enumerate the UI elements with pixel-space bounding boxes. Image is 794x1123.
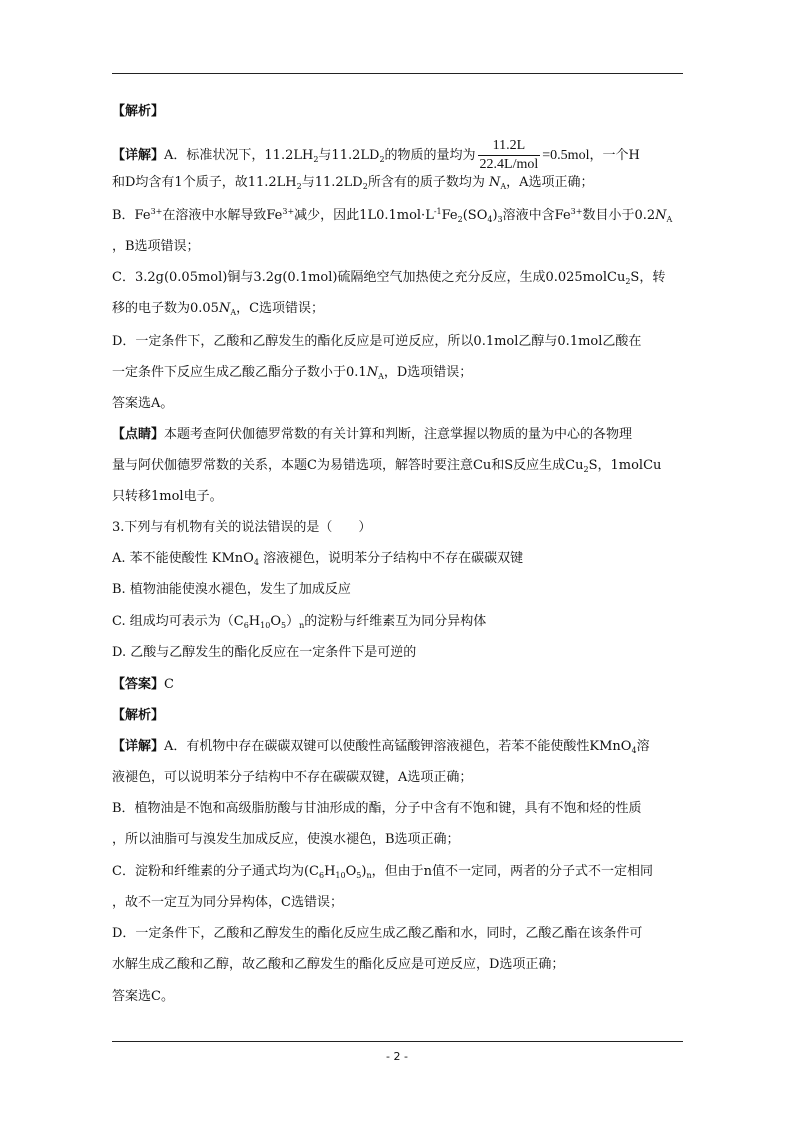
q3-detail-a1: 【详解】A．有机物中存在碳碳双键可以使酸性高锰酸钾溶液褪色，若苯不能使酸性KMnO$_4$溶	[112, 739, 650, 755]
q3-detail-a2: 液褪色，可以说明苯分子结构中不存在碳碳双键，A选项正确；	[112, 770, 473, 785]
option-d: D. 乙酸与乙醇发生的酯化反应在一定条件下是可逆的	[112, 645, 417, 660]
detail-line-a1: 【详解】A．标准状况下，$11.2LH_2$与$11.2LD_2$的物质的量均为 $\frac{11.2L}{\text{22.4L/mol}}$ =0.5mol，一个H	[112, 138, 640, 172]
q3-detail-c2: ，故不一定互为同分异构体，C选错误；	[112, 895, 343, 910]
point-line-1: 【点睛】本题考查阿伏伽德罗常数的有关计算和判断，注意掌握以物质的量为中心的各物理	[112, 427, 633, 442]
q3-detail-d2: 水解生成乙酸和乙醇，故乙酸和乙醇发生的酯化反应是可逆反应，D选项正确；	[112, 957, 565, 972]
option-b: B. 植物油能使溴水褪色，发生了加成反应	[112, 582, 351, 597]
detail-line-b1: B．$Fe^{3+}$在溶液中水解导致$Fe^{3+}$减少，因此$1L0.1mol\cdot L^{-1}Fe_2(SO_4)_3$溶液中含$Fe^{3+}$数目小于$0.2N_A$	[112, 207, 673, 224]
option-a: A. 苯不能使酸性 KMnO$_4$ 溶液褪色，说明苯分子结构中不存在碳碳双键	[112, 551, 524, 567]
page-number: - 2 -	[386, 1050, 408, 1063]
detail-line-a2: 和D均含有1个质子，故$11.2LH_2$与$11.2LD_2$所含有的质子数均为 $N_A$，A选项正确；	[112, 175, 594, 191]
q3-detail-b1: B．植物油是不饱和高级脂肪酸与甘油形成的酯，分子中含有不饱和键，具有不饱和烃的性质	[112, 801, 642, 816]
answer-line: 答案选A。	[112, 396, 174, 411]
point-line-3: 只转移1mol电子。	[112, 489, 223, 504]
footer-rule	[112, 1041, 683, 1042]
detail-line-c1: C．3.2g(0.05mol)铜与3.2g(0.1mol)硫隔绝空气加热使之充分反应，生成0.025molCu$_2$S，转	[112, 270, 666, 286]
header-rule	[112, 73, 683, 74]
point-line-2: 量与阿伏伽德罗常数的关系，本题C为易错选项，解答时要注意Cu和S反应生成$Cu_2S$，1molCu	[112, 458, 662, 474]
question-stem: 3.下列与有机物有关的说法错误的是（ ）	[112, 520, 372, 535]
q3-detail-c1: C．淀粉和纤维素的分子通式均为$(C_6H_{10}O_5)_n$，但由于n值不一定同，两者的分子式不一定相同	[112, 864, 653, 880]
analysis-heading-q3: 【解析】	[112, 708, 165, 723]
detail-line-b2: ，B选项错误；	[112, 239, 200, 254]
option-c: C. 组成均可表示为$(C_6H_{10}O_5)_n$的淀粉与纤维素互为同分异构体	[112, 614, 487, 630]
analysis-heading: 【解析】	[112, 104, 165, 119]
molar-fraction: $\frac{11.2L}{\text{22.4L/mol}}$	[479, 138, 539, 172]
detail-line-d2: 一定条件下反应生成乙酸乙酯分子数小于$0.1N_A$，D选项错误；	[112, 365, 473, 381]
detail-line-d1: D．一定条件下，乙酸和乙醇发生的酯化反应是可逆反应，所以0.1mol乙醇与0.1mol乙酸在	[112, 334, 642, 349]
detail-line-c2: 移的电子数为$0.05N_A$，C选项错误；	[112, 301, 325, 317]
q3-detail-b2: ，所以油脂可与溴发生加成反应，使溴水褪色，B选项正确；	[112, 832, 460, 847]
q3-answer-line: 答案选C。	[112, 989, 174, 1004]
q3-detail-d1: D．一定条件下，乙酸和乙醇发生的酯化反应生成乙酸乙酯和水，同时，乙酸乙酯在该条件可	[112, 926, 643, 941]
answer-heading: 【答案】C	[112, 677, 174, 692]
